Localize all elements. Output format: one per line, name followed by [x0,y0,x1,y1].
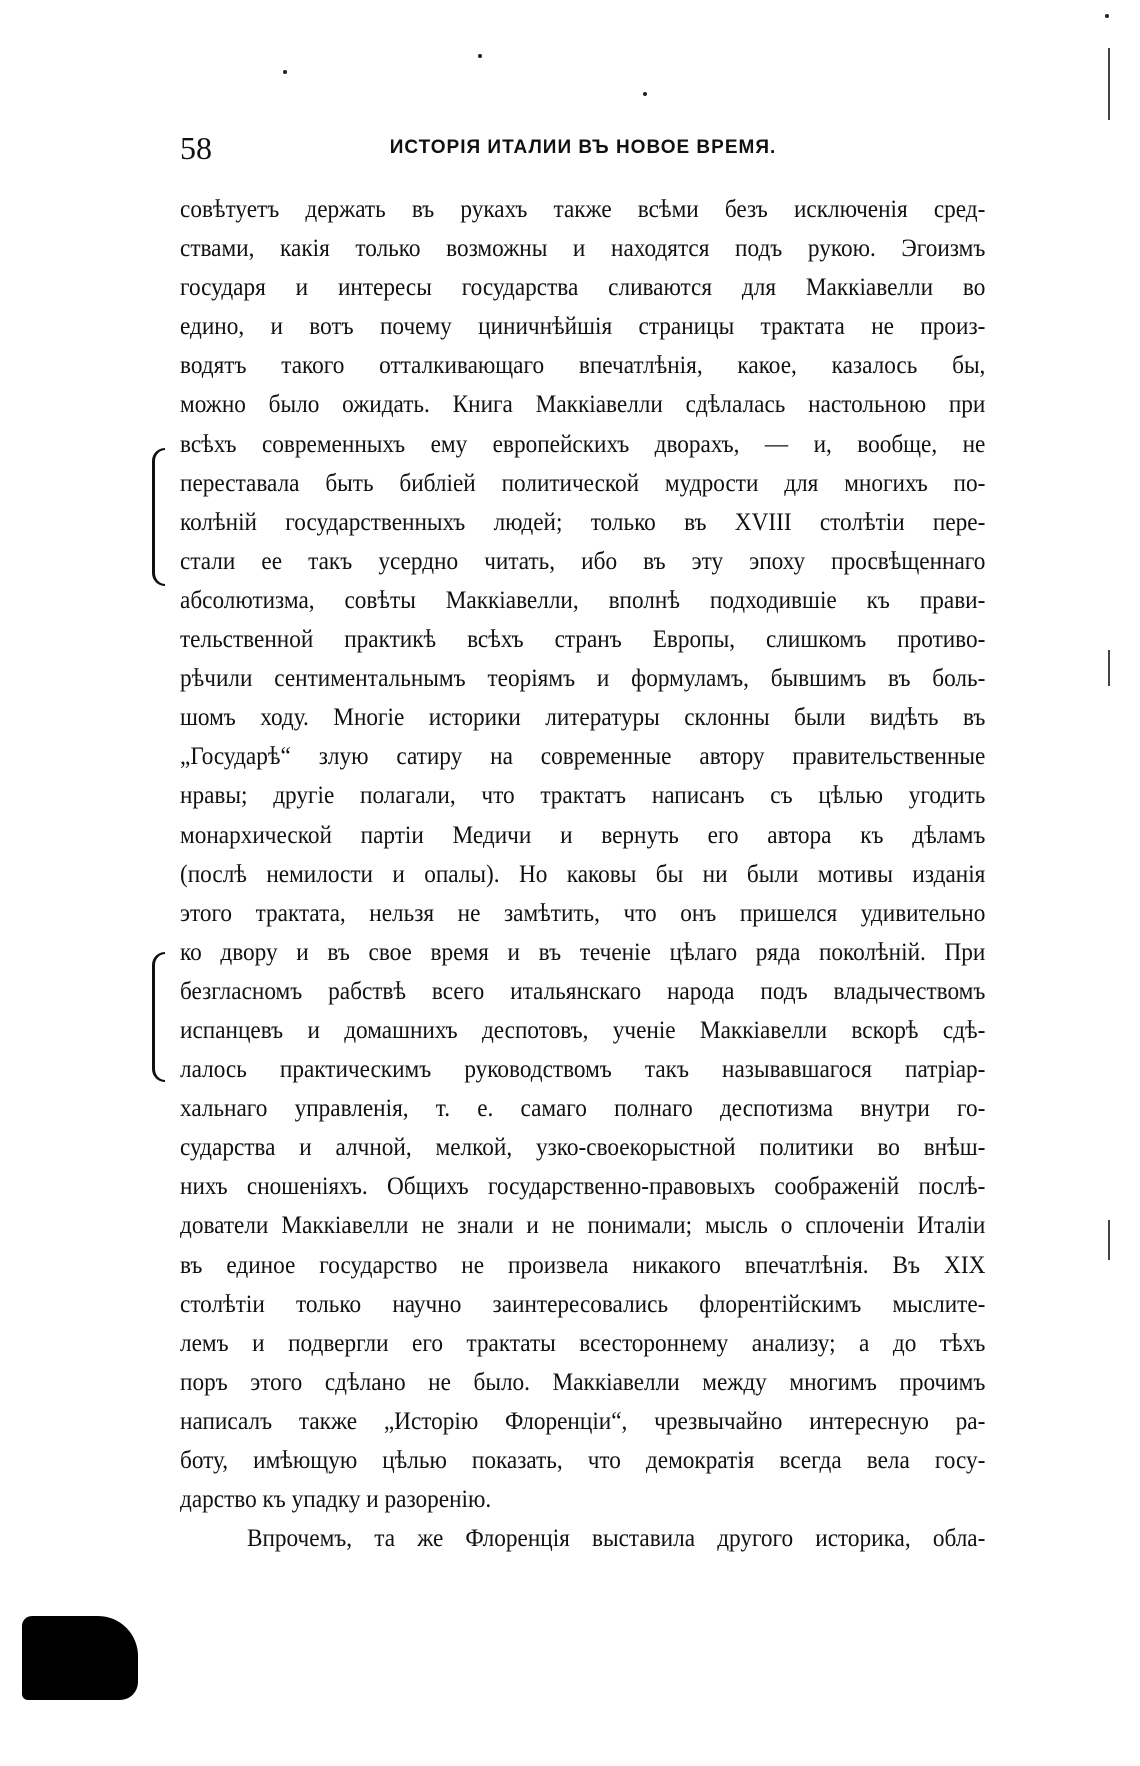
text-line: „Государѣ“ злую сатиру на современные автору правительственные [180,743,986,771]
speck [478,54,482,58]
text-line: лалось практическимъ руководствомъ такъ называвшагося патріар- [180,1056,986,1084]
text-line: совѣтуетъ держать въ рукахъ также всѣми безъ исключенія сред- [180,196,986,223]
text-line: тельственной практикѣ всѣхъ странъ Европы, слишкомъ противо- [180,626,986,654]
text-line: водятъ такого отталкивающаго впечатлѣнія, какое, казалось бы, [180,352,986,380]
text-line: испанцевъ и домашнихъ деспотовъ, ученіе Маккіавелли вскорѣ сдѣ- [180,1016,986,1044]
running-head [180,128,986,168]
text-line: столѣтіи только научно заинтересовались флорентійскимъ мыслите- [180,1290,986,1318]
text-line: боту, имѣющую цѣлью показать, что демократія всегда вела госу- [180,1447,986,1474]
text-line-paragraph-end: дарство къ упадку и разоренію. [180,1486,492,1514]
text-line: сударства и алчной, мелкой, узко-своекорыстной политики во внѣш- [180,1134,986,1162]
text-line: (послѣ немилости и опалы). Но каковы бы ни были мотивы изданія [180,860,986,888]
speck [283,70,287,74]
text-line: нихъ сношеніяхъ. Общихъ государственно-правовыхъ соображеній послѣ- [180,1173,986,1201]
text-line: ко двору и въ свое время и въ теченіе цѣлаго ряда поколѣній. При [180,938,986,966]
text-line: едино, и вотъ почему циничнѣйшія страницы трактата не произ- [180,313,986,341]
text-line: написалъ также „Исторію Флоренціи“, чрезвычайно интересную ра- [180,1407,986,1435]
text-line: дователи Маккіавелли не знали и не понимали; мысль о сплоченіи Италіи [180,1212,986,1240]
text-line: рѣчили сентиментальнымъ теоріямъ и формуламъ, бывшимъ въ боль- [180,665,986,693]
text-line: поръ этого сдѣлано не было. Маккіавелли между многимъ прочимъ [180,1368,986,1396]
running-title: ИСТОРІЯ ИТАЛИИ ВЪ НОВОЕ ВРЕМЯ. [389,137,777,158]
speck [1105,14,1109,18]
edge-mark [1108,1220,1110,1260]
speck [643,92,647,96]
text-line: государя и интересы государства сливаются для Маккіавелли во [180,274,986,302]
text-line-paragraph-start: Впрочемъ, та же Флоренція выставила другого историка, обла- [246,1525,986,1553]
edge-mark [1108,650,1110,686]
text-line: этого трактата, нельзя не замѣтить, что онъ пришелся удивительно [180,899,986,927]
text-line: нравы; другіе полагали, что трактатъ написанъ съ цѣлью угодить [180,782,986,810]
text-line: шомъ ходу. Многіе историки литературы склонны были видѣть въ [180,704,986,732]
text-line: колѣній государственныхъ людей; только въ XVIII столѣтіи пере- [180,508,986,536]
margin-bracket-mark [152,952,165,1082]
text-line: стали ее такъ усердно читать, ибо въ эту эпоху просвѣщеннаго [180,547,986,575]
text-line: ствами, какія только возможны и находятся подъ рукою. Эгоизмъ [180,235,986,263]
text-line: всѣхъ современныхъ ему европейскихъ дворахъ, — и, вообще, не [180,430,986,458]
body-text [180,190,986,1558]
margin-bracket-mark [152,448,165,586]
text-line: лемъ и подвергли его трактаты всестороннему анализу; а до тѣхъ [180,1329,986,1357]
text-line: монархической партіи Медичи и вернуть его автора къ дѣламъ [180,821,986,849]
ink-blot [22,1616,138,1700]
text-line: безгласномъ рабствѣ всего итальянскаго народа подъ владычествомъ [180,977,986,1005]
edge-mark [1108,48,1110,120]
text-line: абсолютизма, совѣты Маккіавелли, вполнѣ подходившіе къ прави- [180,586,986,614]
text-line: въ единое государство не произвела никакого впечатлѣнія. Въ XIX [180,1251,986,1279]
text-line: переставала быть библіей политической мудрости для многихъ по- [180,469,986,497]
text-line: хальнаго управленія, т. е. самаго полнаго деспотизма внутри го- [180,1095,986,1123]
page-number: 58 [180,130,212,166]
text-line: можно было ожидать. Книга Маккіавелли сдѣлалась настольною при [180,391,986,419]
